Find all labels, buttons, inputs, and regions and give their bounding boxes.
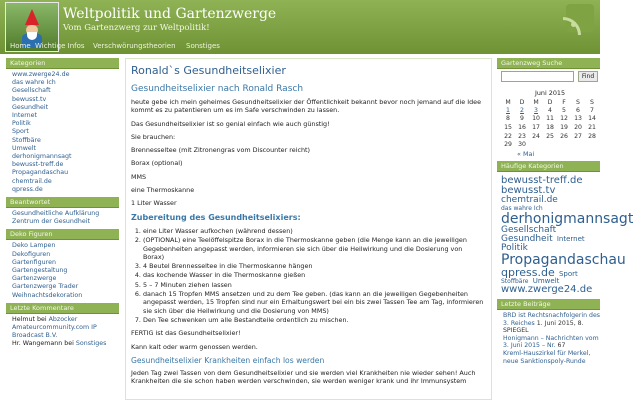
calendar-week <box>501 140 599 149</box>
post-title[interactable]: Ronald`s Gesundheitselixier <box>131 64 286 77</box>
category-link[interactable]: Internet <box>12 112 38 120</box>
comments-title: Letzte Kommentare <box>6 303 119 314</box>
category-link[interactable]: www.zwerge24.de <box>12 71 70 78</box>
tag-link[interactable]: Gesundheit <box>501 233 553 244</box>
calendar-day: 26 <box>560 132 568 140</box>
post-paragraph: Kann kalt oder warm genossen werden. <box>131 342 258 351</box>
steps-list <box>131 227 485 324</box>
site-description: Vom Gartenzwerg zur Weltpolitik! <box>63 23 210 33</box>
right-sidebar <box>497 58 634 365</box>
site-title[interactable]: Weltpolitik und Gartenzwerge <box>63 6 277 22</box>
deko-title: Deko Figuren <box>6 229 119 240</box>
calendar-day: 11 <box>546 115 554 123</box>
step-item: 7. Den Tee schwenken um alle Bestandteile ordentlich zu mischen. <box>143 316 485 324</box>
tag-link[interactable]: Umwelt <box>532 276 560 285</box>
step-item: 2. (OPTIONAL) eine Teelöffelspitze Borax in die Thermoskanne geben (die Menge kann an die jeweiligen Gegebenheiten angepasst werden, informieren sie sich über die Heilwirkung und die Dosierung von Borax) <box>143 236 485 261</box>
deko-list <box>6 242 119 299</box>
step-item: 1. eine Liter Wasser aufkochen (während dessen) <box>143 227 485 235</box>
category-link[interactable]: chemtrail.de <box>12 177 52 185</box>
post-paragraph: heute gebe ich mein geheimes Gesundheitselixier der Öffentlichkeit bekannt bevor noch jemand auf die Idee kommt es zu patentieren um es im Safe verschwinden zu lassen. <box>131 98 482 115</box>
calendar <box>501 88 599 149</box>
calendar-day-header: D <box>547 98 553 106</box>
calendar-day-header: S <box>590 98 594 106</box>
calendar-day: 20 <box>574 123 582 131</box>
calendar-day: 22 <box>504 132 512 140</box>
main-nav <box>0 40 600 54</box>
search-button[interactable]: Find <box>578 71 598 82</box>
tag-link[interactable]: Sport <box>558 269 578 278</box>
search-form <box>501 71 600 85</box>
calendar-day: 28 <box>588 132 596 140</box>
step-item: 4. das kochende Wasser in die Thermoskanne gießen <box>143 271 485 279</box>
calendar-week <box>501 132 599 141</box>
tag-link[interactable]: bewusst.tv <box>501 184 556 196</box>
ingredient: 1 Liter Wasser <box>131 199 177 208</box>
deko-link[interactable]: Gartenzwerge Trader <box>12 283 79 291</box>
calendar-day <box>543 140 557 149</box>
step-item: 3. 4 Beutel Brennesseltee in die Thermoskanne hängen <box>143 262 485 270</box>
deko-link[interactable]: Deko Lampen <box>12 242 56 250</box>
site-header <box>0 0 600 54</box>
calendar-day: 23 <box>518 132 526 140</box>
category-link[interactable]: das wahre Ich <box>12 79 56 87</box>
category-link[interactable]: Gesellschaft <box>12 87 51 95</box>
tag-link[interactable]: Politik <box>501 242 528 253</box>
comment-bei: bei <box>34 315 49 323</box>
nav-wichtige-infos[interactable]: Wichtige Infos <box>35 42 85 50</box>
ingredient: Borax (optional) <box>131 159 183 168</box>
comment-author: Hr. Wangemann <box>12 339 63 347</box>
calendar-day: 25 <box>546 132 554 140</box>
calendar-day: 14 <box>588 115 596 123</box>
category-link[interactable]: bewusst-treff.de <box>12 161 64 169</box>
calendar-day: 17 <box>532 123 540 131</box>
ingredient: eine Thermoskanne <box>131 186 195 195</box>
left-sidebar <box>6 58 119 348</box>
calendar-day: 10 <box>532 115 540 123</box>
category-link[interactable]: derhonigmannsagt <box>12 153 72 161</box>
tag-link[interactable]: chemtrail.de <box>501 194 558 205</box>
steps-heading: Zubereitung des Gesundheitselixiers: <box>131 212 301 222</box>
calendar-day-link[interactable]: 2 <box>520 106 524 114</box>
recent-post-link[interactable]: Kreml-Hauszirkel für Merkel, neue Sanktionspoly-Runde <box>503 349 591 365</box>
rss-feed-icon[interactable] <box>566 4 594 32</box>
nav-home[interactable]: Home <box>10 42 31 50</box>
answered-link[interactable]: Zentrum der Gesundheit <box>12 218 90 226</box>
comment-post-link[interactable]: Sonstiges <box>75 339 107 347</box>
calendar-day <box>557 140 571 149</box>
recent-posts-title: Letzte Beiträge <box>497 299 600 310</box>
calendar-week <box>501 115 599 124</box>
calendar-day: 21 <box>588 123 596 131</box>
calendar-day: 12 <box>560 115 568 123</box>
calendar-day-header: S <box>576 98 580 106</box>
nav-verschwoerungstheorien[interactable]: Verschwörungstheorien <box>93 42 176 50</box>
post-body <box>131 98 485 391</box>
comments-list <box>6 316 119 348</box>
calendar-day: 13 <box>574 115 582 123</box>
calendar-day: 16 <box>518 123 526 131</box>
gnome-hat-icon <box>25 9 39 25</box>
category-link[interactable]: Politik <box>12 120 31 128</box>
calendar-day <box>585 140 599 149</box>
step-item: 6. danach 15 Tropfen MMS ansetzen und zu dem Tee geben. (das kann an die jeweiligen Gegebenheiten angepasst werden, 15 Tropfen sind nur ein Erhaltungswert bei ein bis zwei Tassen Tee am Tag, informieren sie sich über die Heilwirkung und die Dosierung von MMS) <box>143 290 485 315</box>
deko-link[interactable]: Gartengestaltung <box>12 267 68 275</box>
ingredient: MMS <box>131 172 147 181</box>
calendar-day: 5 <box>562 106 566 114</box>
step-item: 5. 5 – 7 Minuten ziehen lassen <box>143 281 485 289</box>
calendar-day: 7 <box>590 106 594 114</box>
section-heading: Gesundheitselixier Krankheiten einfach los werden <box>131 355 325 365</box>
recent-post-link[interactable]: BRD ist Rechtsnachfolgerin des 3. Reiches <box>503 311 600 327</box>
recent-post-item[interactable] <box>497 335 600 350</box>
tag-link[interactable]: Internet <box>556 234 585 243</box>
category-link[interactable]: Gesundheit <box>12 103 49 111</box>
answered-list <box>6 210 119 226</box>
calendar-day: 18 <box>546 123 554 131</box>
ingredient: Brennesseltee (mit Zitronengras vom Discounter reicht) <box>131 146 311 155</box>
post-subtitle: Gesundheitselixier nach Ronald Rasch <box>131 84 304 94</box>
comment-post-link[interactable]: Abzocker Amateurcommunity.com IP Broadcast B.V. <box>12 315 97 339</box>
calendar-prev-month-link[interactable]: « Mai <box>517 149 535 158</box>
calendar-day-header: D <box>519 98 525 106</box>
tag-link[interactable]: Propagandaschau <box>501 251 626 268</box>
calendar-day-link[interactable]: 3 <box>534 106 538 114</box>
calendar-day: 15 <box>504 123 512 131</box>
category-link[interactable]: bewusst.tv <box>12 95 47 103</box>
recent-post-item[interactable] <box>497 350 600 365</box>
calendar-day: 30 <box>518 141 526 149</box>
deko-link[interactable]: Dekofiguren <box>12 250 51 258</box>
calendar-day: 6 <box>576 106 580 114</box>
answered-title: Beantwortet <box>6 197 119 208</box>
calendar-day <box>571 140 585 149</box>
tag-link[interactable]: www.zwerge24.de <box>501 283 593 295</box>
calendar-day-header: M <box>505 98 511 106</box>
calendar-day-header: M <box>533 98 539 106</box>
tag-link[interactable]: qpress.de <box>501 265 555 279</box>
recent-post-date: 67 <box>557 342 566 350</box>
categories-list <box>6 71 119 194</box>
deko-link[interactable]: Gartenzwerge <box>12 275 57 283</box>
calendar-day: 8 <box>506 115 510 123</box>
deko-link[interactable]: Gartenfiguren <box>12 258 56 266</box>
tag-link[interactable]: bewusst-treff.de <box>501 174 583 186</box>
category-link[interactable]: Stoffbäre <box>12 136 41 144</box>
post-paragraph: Sie brauchen: <box>131 132 176 141</box>
tag-link[interactable]: das wahre Ich <box>501 204 543 212</box>
calendar-day: 29 <box>504 141 512 149</box>
post-paragraph: Das Gesundheitselixier ist so genial einfach wie auch günstig! <box>131 119 330 128</box>
post-paragraph: Jeden Tag zwei Tassen von dem Gesundheitselixier und sie werden viel Krankheiten nie wieder sehen! Auch Krankheiten die sie schon haben werden verschwinden, sie werden weniger krank und ihr Immunsystem <box>131 369 476 386</box>
comment-item <box>6 340 119 348</box>
comment-item <box>6 316 119 340</box>
search-title: Gartenzweg Suche <box>497 58 600 69</box>
tag-link[interactable]: Gesellschaft <box>501 224 557 235</box>
calendar-day-header: F <box>562 98 566 106</box>
recent-post-date: 1. Juni 2015, 8. SPIEGEL <box>503 319 584 335</box>
post-paragraph: FERTIG ist das Gesundheitselixier! <box>131 329 241 338</box>
tag-link[interactable]: Stoffbäre <box>501 277 529 285</box>
calendar-day: 19 <box>560 123 568 131</box>
comment-author: Helmut <box>12 315 35 323</box>
calendar-day <box>529 140 543 149</box>
category-link[interactable]: Umwelt <box>12 144 36 152</box>
category-link[interactable]: qpress.de <box>12 185 43 193</box>
calendar-day: 4 <box>548 106 552 114</box>
tag-cloud <box>497 174 634 299</box>
calendar-day: 9 <box>520 115 524 123</box>
tags-title: Häufige Kategorien <box>497 161 600 172</box>
calendar-day: 27 <box>574 132 582 140</box>
search-input[interactable] <box>501 71 574 82</box>
tag-link[interactable]: derhonigmannsagt <box>501 210 634 227</box>
rss-dot <box>571 22 576 27</box>
comment-bei: bei <box>62 339 76 347</box>
answered-link[interactable]: Gesundheitliche Aufklärung <box>12 210 100 218</box>
nav-sonstiges[interactable]: Sonstiges <box>186 42 220 50</box>
deko-link[interactable]: Weihnachtsdekoration <box>12 291 83 299</box>
categories-title: Kategorien <box>6 58 119 69</box>
category-link[interactable]: Sport <box>12 128 29 136</box>
calendar-caption: Juni 2015 <box>534 89 566 97</box>
main-content <box>125 58 492 400</box>
calendar-day: 24 <box>532 132 540 140</box>
calendar-week <box>501 123 599 132</box>
calendar-week <box>501 106 599 115</box>
category-link[interactable]: Propagandaschau <box>12 169 69 177</box>
recent-post-link[interactable]: Honigmann – Nachrichten vom 3. Juni 2015 – Nr. <box>503 334 599 350</box>
recent-posts-list <box>497 312 600 365</box>
recent-post-item[interactable] <box>497 312 600 335</box>
calendar-day-link[interactable]: 1 <box>506 106 510 114</box>
